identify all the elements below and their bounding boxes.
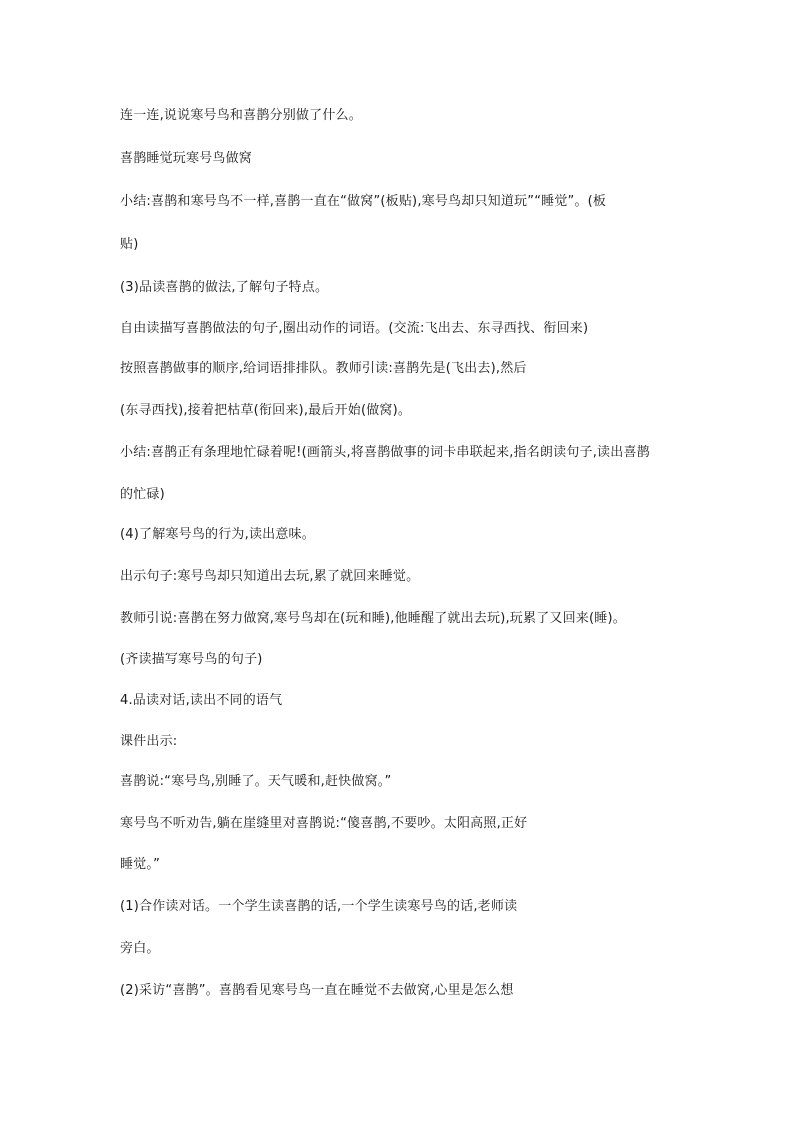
text-line: 的忙碌) [120, 487, 165, 502]
text-line: (1)合作读对话。一个学生读喜鹊的话,一个学生读寒号鸟的话,老师读 [120, 899, 518, 914]
text-line: 小结:喜鹊和寒号鸟不一样,喜鹊一直在“做窝”(板贴),寒号鸟却只知道玩”“睡觉”。(板 [120, 194, 607, 209]
text-line: 寒号鸟不听劝告,躺在崖缝里对喜鹊说:“傻喜鹊,不要吵。太阳高照,正好 [120, 816, 528, 831]
text-line: 小结:喜鹊正有条理地忙碌着呢!(画箭头,将喜鹊做事的词卡串联起来,指名朗读句子,读出喜鹊 [120, 445, 650, 460]
text-line: (4)了解寒号鸟的行为,读出意味。 [120, 527, 315, 542]
text-line: (东寻西找),接着把枯草(衔回来),最后开始(做窝)。 [120, 403, 412, 418]
text-line: 4.品读对话,读出不同的语气 [120, 693, 283, 708]
text-line: 自由读描写喜鹊做法的句子,圈出动作的词语。(交流:飞出去、东寻西找、衔回来) [120, 321, 589, 336]
text-line: (齐读描写寒号鸟的句子) [120, 652, 263, 667]
text-line: 喜鹊说:“寒号鸟,别睡了。天气暖和,赶快做窝。” [120, 774, 392, 789]
text-line: 按照喜鹊做事的顺序,给词语排排队。教师引读:喜鹊先是(飞出去),然后 [120, 361, 527, 376]
text-line: 课件出示: [120, 734, 178, 749]
text-line: 旁白。 [120, 941, 160, 956]
text-line: (2)采访“喜鹊”。喜鹊看见寒号鸟一直在睡觉不去做窝,心里是怎么想 [120, 983, 514, 998]
text-line: 睡觉。” [120, 857, 161, 872]
text-line: 教师引说:喜鹊在努力做窝,寒号鸟却在(玩和睡),他睡醒了就出去玩),玩累了又回来(睡)。 [120, 611, 626, 626]
text-line: 喜鹊睡觉玩寒号鸟做窝 [120, 151, 253, 166]
text-line: 贴) [120, 237, 139, 252]
text-line: (3)品读喜鹊的做法,了解句子特点。 [120, 280, 329, 295]
text-line: 连一连,说说寒号鸟和喜鹊分别做了什么。 [120, 108, 362, 123]
text-line: 出示句子:寒号鸟却只知道出去玩,累了就回来睡觉。 [120, 569, 420, 584]
